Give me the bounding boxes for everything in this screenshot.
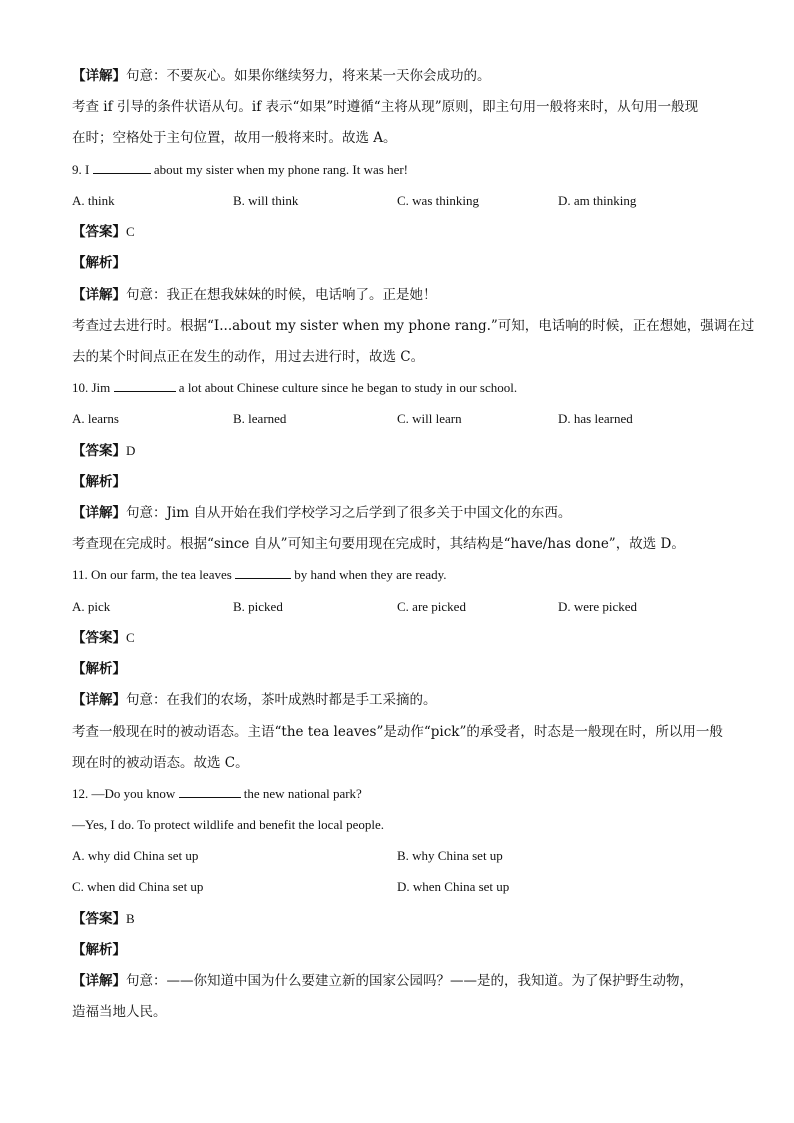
question-number: 10. Jim xyxy=(72,380,111,395)
q11-stem xyxy=(72,565,447,585)
q10-option-d: D. has learned xyxy=(558,411,633,426)
q8-analysis-line-1: 考查 if 引导的条件状语从句。if 表示“如果”时遵循“主将从现”原则，即主句用一般将来时，从句用一般现 xyxy=(72,99,699,115)
detail-text: 句意：——你知道中国为什么要建立新的国家公园吗？——是的，我知道。为了保护野生动物， xyxy=(126,973,693,989)
answer-blank xyxy=(179,785,241,798)
q10-analysis-tag: 【解析】 xyxy=(72,474,126,490)
q11-analysis-line-2: 现在时的被动语态。故选 C。 xyxy=(72,755,249,771)
q9-analysis-tag: 【解析】 xyxy=(72,255,126,271)
q12-answer-line xyxy=(72,909,135,929)
q11-option-c: C. are picked xyxy=(397,599,466,614)
q8-detail-line xyxy=(72,66,491,86)
q10-option-a: A. learns xyxy=(72,411,119,426)
question-number: 11. On our farm, the tea leaves xyxy=(72,567,232,582)
q8-analysis-line-2: 在时；空格处于主句位置，故用一般将来时。故选 A。 xyxy=(72,130,397,146)
q9-option-c: C. was thinking xyxy=(397,193,479,208)
q9-detail-line xyxy=(72,285,437,305)
q12-option-b: B. why China set up xyxy=(397,848,503,863)
q12-detail-line-2: 造福当地人民。 xyxy=(72,1004,167,1020)
q10-stem xyxy=(72,378,517,398)
q11-answer-line xyxy=(72,628,135,648)
q9-option-b: B. will think xyxy=(233,193,299,208)
q9-analysis-line-2: 去的某个时间点正在发生的动作，用过去进行时，故选 C。 xyxy=(72,349,425,365)
detail-tag: 【详解】 xyxy=(72,973,126,989)
answer-value: C xyxy=(126,630,135,645)
answer-tag: 【答案】 xyxy=(72,224,126,240)
detail-tag: 【详解】 xyxy=(72,287,126,303)
q10-option-c: C. will learn xyxy=(397,411,462,426)
answer-value: B xyxy=(126,911,135,926)
detail-tag: 【详解】 xyxy=(72,68,126,84)
question-text: by hand when they are ready. xyxy=(294,567,447,582)
answer-blank xyxy=(114,379,176,392)
detail-text: 句意：我正在想我妹妹的时候，电话响了。正是她！ xyxy=(126,287,437,303)
q10-answer-line xyxy=(72,441,135,461)
q11-option-b: B. picked xyxy=(233,599,283,614)
q9-analysis-line-1: 考查过去进行时。根据“I...about my sister when my phone rang.”可知，电话响的时候，正在想她，强调在过 xyxy=(72,318,755,334)
answer-tag: 【答案】 xyxy=(72,443,126,459)
q9-option-d: D. am thinking xyxy=(558,193,637,208)
detail-text: 句意：Jim 自从开始在我们学校学习之后学到了很多关于中国文化的东西。 xyxy=(126,505,572,521)
question-text: the new national park? xyxy=(243,786,362,801)
question-number: 9. I xyxy=(72,162,90,177)
q12-stem xyxy=(72,784,362,804)
answer-tag: 【答案】 xyxy=(72,630,126,646)
q12-detail-line xyxy=(72,971,693,991)
q9-stem xyxy=(72,160,408,180)
q11-option-a: A. pick xyxy=(72,599,111,614)
q12-option-d: D. when China set up xyxy=(397,879,510,894)
question-number: 12. —Do you know xyxy=(72,786,176,801)
detail-tag: 【详解】 xyxy=(72,505,126,521)
q12-option-a: A. why did China set up xyxy=(72,848,199,863)
q9-option-a: A. think xyxy=(72,193,115,208)
question-text: about my sister when my phone rang. It was her! xyxy=(153,162,409,177)
q9-answer-line xyxy=(72,222,135,242)
q10-option-b: B. learned xyxy=(233,411,287,426)
detail-tag: 【详解】 xyxy=(72,692,126,708)
answer-blank xyxy=(235,566,291,579)
q10-detail-line xyxy=(72,503,571,523)
answer-tag: 【答案】 xyxy=(72,911,126,927)
q11-analysis-tag: 【解析】 xyxy=(72,661,126,677)
q10-analysis-line-1: 考查现在完成时。根据“since 自从”可知主句要用现在完成时，其结构是“have/has done”，故选 D。 xyxy=(72,536,685,552)
detail-text: 句意：不要灰心。如果你继续努力，将来某一天你会成功的。 xyxy=(126,68,491,84)
answer-blank xyxy=(93,161,151,174)
detail-text: 句意：在我们的农场，茶叶成熟时都是手工采摘的。 xyxy=(126,692,437,708)
answer-value: D xyxy=(126,443,136,458)
q11-detail-line xyxy=(72,690,437,710)
q12-option-c: C. when did China set up xyxy=(72,879,204,894)
q12-reply: —Yes, I do. To protect wildlife and benefit the local people. xyxy=(72,817,384,832)
q11-analysis-line-1: 考查一般现在时的被动语态。主语“the tea leaves”是动作“pick”的承受者，时态是一般现在时，所以用一般 xyxy=(72,724,723,740)
answer-value: C xyxy=(126,224,135,239)
question-text: a lot about Chinese culture since he began to study in our school. xyxy=(178,380,518,395)
q12-analysis-tag: 【解析】 xyxy=(72,942,126,958)
q11-option-d: D. were picked xyxy=(558,599,638,614)
